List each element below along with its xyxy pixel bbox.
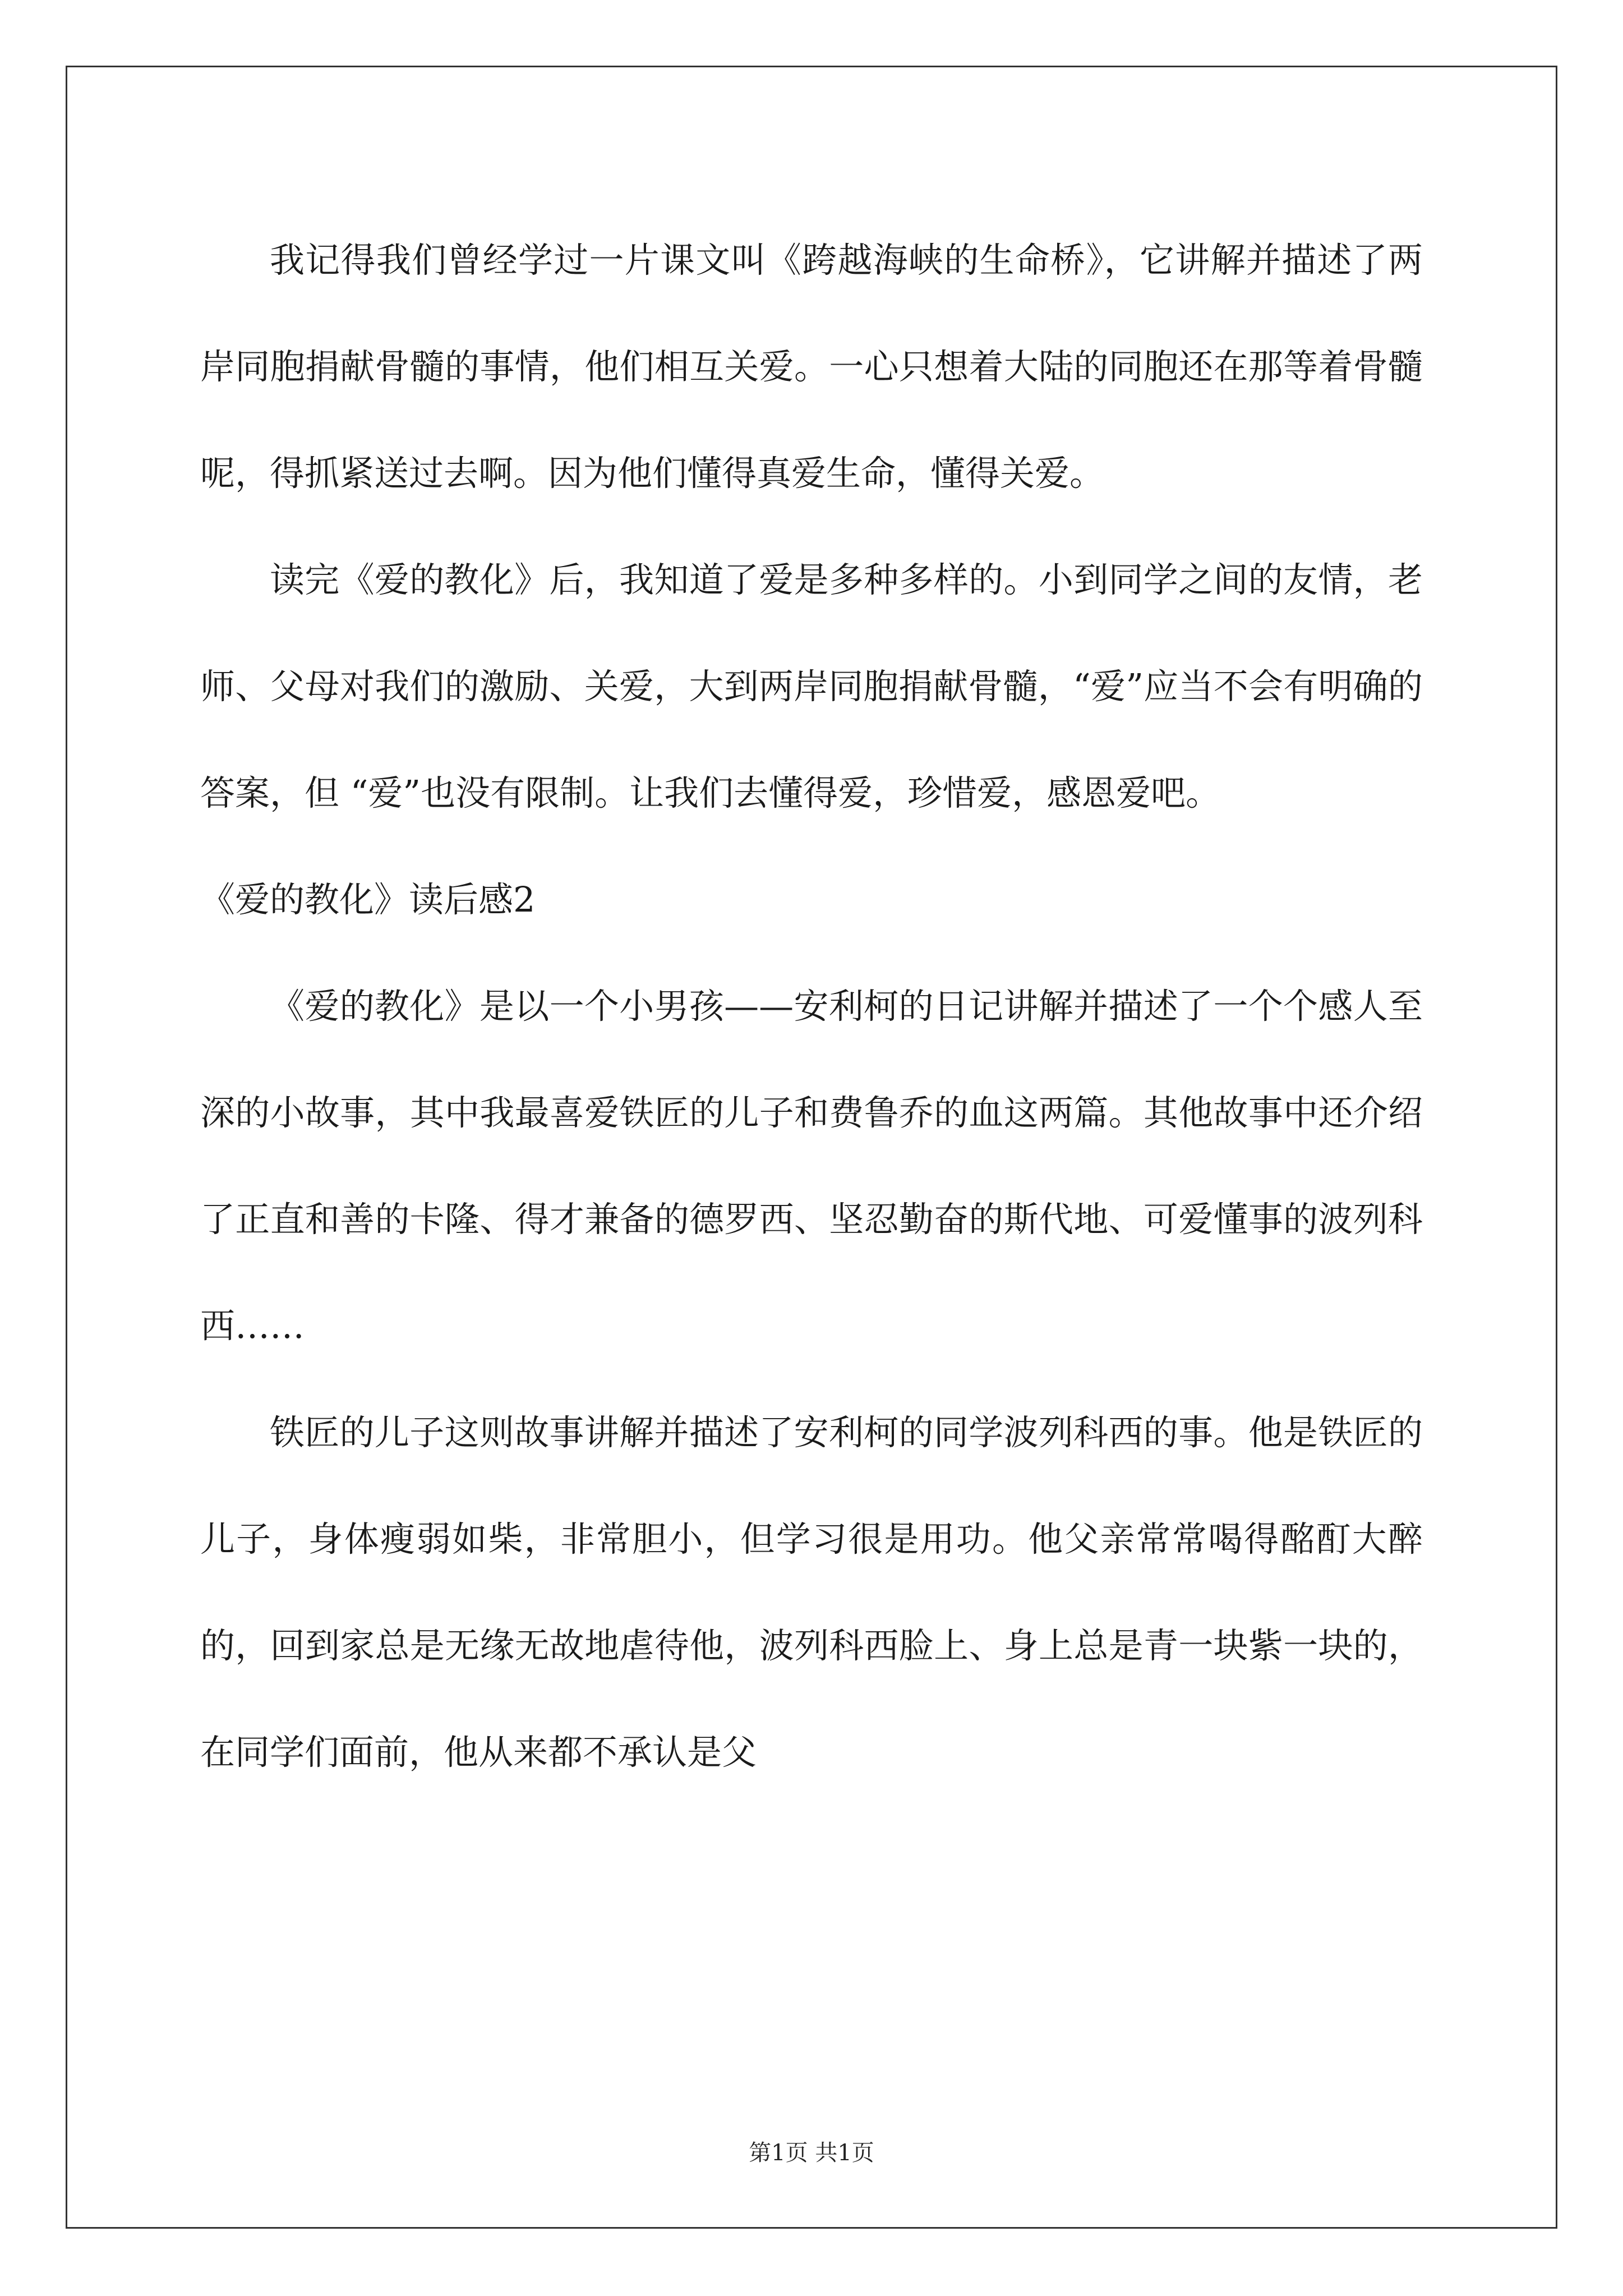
paragraph-2: 读完《爱的教化》后，我知道了爱是多种多样的。小到同学之间的友情，老师、父母对我们的激励、关爱，大到两岸同胞捐献骨髓，“爱”应当不会有明确的答案，但 “爱”也没有限制。让我们去懂得爱，珍惜爱，感恩爱吧。 [200,559,1423,813]
paragraph-1: 我记得我们曾经学过一片课文叫《跨越海峡的生命桥》，它讲解并描述了两岸同胞捐献骨髓的事情，他们相互关爱。一心只想着大陆的同胞还在那等着骨髓呢，得抓紧送过去啊。因为他们懂得真爱生命，懂得关爱。 [200,240,1423,494]
section-title: 《爱的教化》读后感2 [200,879,536,920]
page-number-footer: 第1页 共1页 [749,2140,874,2166]
document-body [200,207,1423,1806]
paragraph-3: 《爱的教化》是以一个小男孩——安利柯的日记讲解并描述了一个个感人至深的小故事，其中我最喜爱铁匠的儿子和费鲁乔的血这两篇。其他故事中还介绍了正直和善的卡隆、得才兼备的德罗西、坚忍勤奋的斯代地、可爱懂事的波列科西…… [200,986,1423,1346]
paragraph-4: 铁匠的儿子这则故事讲解并描述了安利柯的同学波列科西的事。他是铁匠的儿子，身体瘦弱如柴，非常胆小，但学习很是用功。他父亲常常喝得酩酊大醉的，回到家总是无缘无故地虐待他，波列科西脸上、身上总是青一块紫一块的，在同学们面前，他从来都不承认是父 [200,1412,1423,1773]
